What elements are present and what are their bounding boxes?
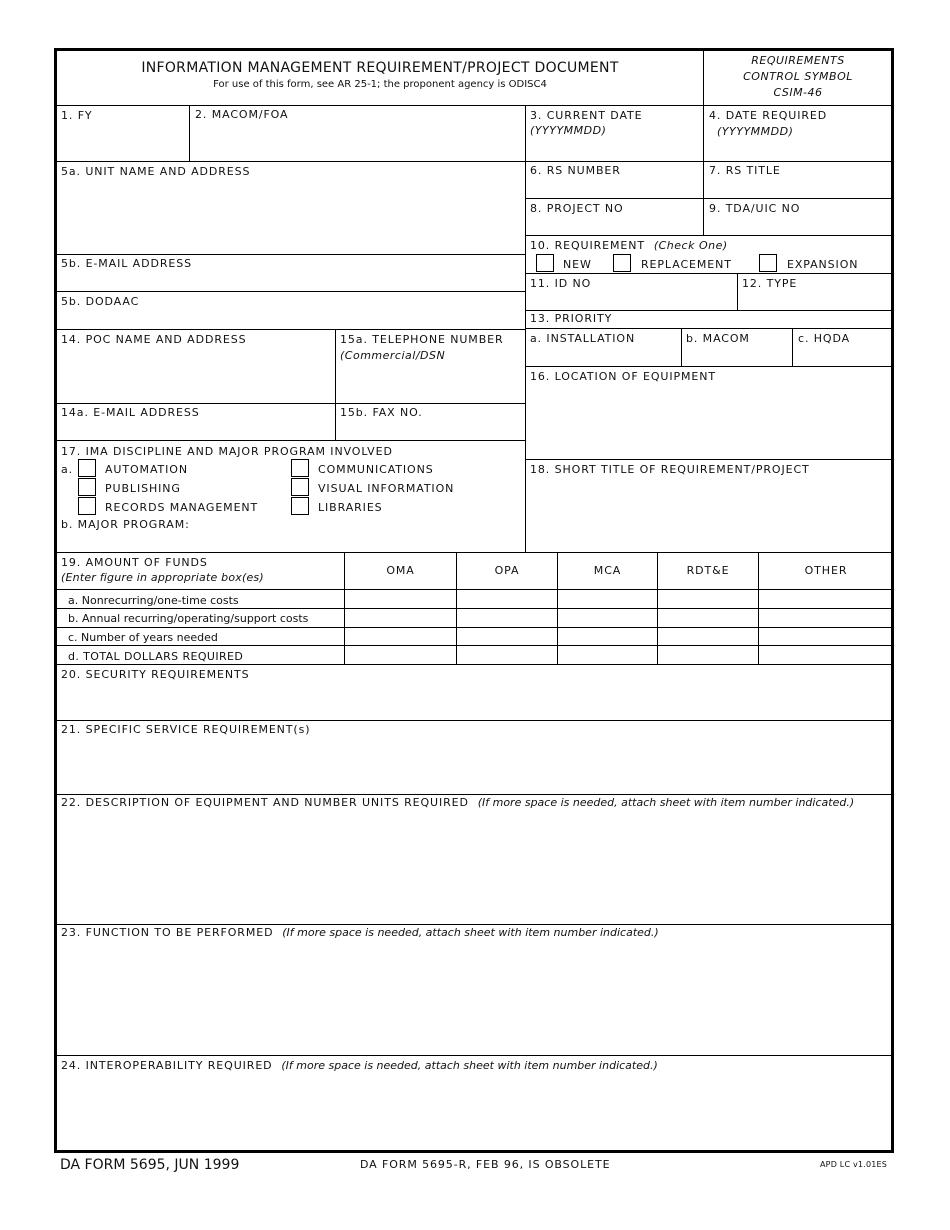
funds-hint: (Enter figure in appropriate box(es) <box>61 571 264 584</box>
label-location-of-equipment: 16. LOCATION OF EQUIPMENT <box>530 370 716 383</box>
funds-row-years: c. Number of years needed <box>68 631 218 644</box>
label-short-title: 18. SHORT TITLE OF REQUIREMENT/PROJECT <box>530 463 810 476</box>
label-visual-information: VISUAL INFORMATION <box>318 482 455 495</box>
funds-row-annual: b. Annual recurring/operating/support costs <box>68 612 309 625</box>
label-fy: 1. FY <box>61 109 93 122</box>
label-priority: 13. PRIORITY <box>530 312 613 325</box>
funds-col-other: OTHER <box>804 564 848 577</box>
funds-col-rdte: RDT&E <box>686 564 730 577</box>
label-ima-discipline: 17. IMA DISCIPLINE AND MAJOR PROGRAM INVOLVED <box>61 445 393 458</box>
label-type: 12. TYPE <box>742 277 798 290</box>
label-records-management: RECORDS MANAGEMENT <box>105 501 259 514</box>
label-description-equipment <box>61 796 854 809</box>
description-hint: (If more space is needed, attach sheet with item number indicated.) <box>477 796 855 809</box>
checkbox-new[interactable] <box>536 254 554 272</box>
requirement-label-text: 10. REQUIREMENT <box>530 239 646 252</box>
checkbox-automation[interactable] <box>78 459 96 477</box>
checkbox-publishing[interactable] <box>78 478 96 496</box>
label-new: NEW <box>563 258 592 271</box>
label-rs-number: 6. RS NUMBER <box>530 164 621 177</box>
label-amount-of-funds: 19. AMOUNT OF FUNDS <box>61 556 208 569</box>
checkbox-libraries[interactable] <box>291 497 309 515</box>
label-rs-title: 7. RS TITLE <box>709 164 781 177</box>
form-number: DA FORM 5695, JUN 1999 <box>60 1157 240 1173</box>
label-publishing: PUBLISHING <box>105 482 181 495</box>
label-tda-uic-no: 9. TDA/UIC NO <box>709 202 801 215</box>
funds-row-total: d. TOTAL DOLLARS REQUIRED <box>68 650 244 663</box>
checkbox-visual-information[interactable] <box>291 478 309 496</box>
obsolete-notice: DA FORM 5695-R, FEB 96, IS OBSOLETE <box>360 1158 611 1171</box>
label-date-required: 4. DATE REQUIRED <box>709 109 828 122</box>
label-priority-installation: a. INSTALLATION <box>530 332 636 345</box>
form-subtitle: For use of this form, see AR 25-1; the proponent agency is ODISC4 <box>213 79 547 90</box>
rcs-line3: CSIM-46 <box>773 86 823 99</box>
checkbox-replacement[interactable] <box>613 254 631 272</box>
label-libraries: LIBRARIES <box>318 501 383 514</box>
rcs-line2: CONTROL SYMBOL <box>743 70 853 83</box>
interoperability-hint: (If more space is needed, attach sheet with item number indicated.) <box>281 1059 658 1072</box>
telephone-hint: (Commercial/DSN <box>340 349 446 362</box>
label-function <box>61 926 659 939</box>
function-hint: (If more space is needed, attach sheet with item number indicated.) <box>282 926 659 939</box>
label-communications: COMMUNICATIONS <box>318 463 434 476</box>
label-project-no: 8. PROJECT NO <box>530 202 624 215</box>
label-interoperability <box>61 1059 658 1072</box>
label-automation: AUTOMATION <box>105 463 188 476</box>
funds-col-oma: OMA <box>386 564 415 577</box>
label-17a: a. <box>61 463 74 476</box>
label-specific-service: 21. SPECIFIC SERVICE REQUIREMENT(s) <box>61 723 311 736</box>
requirement-hint: (Check One) <box>653 239 728 252</box>
date-required-format: (YYYYMMDD) <box>717 125 794 138</box>
funds-col-opa: OPA <box>494 564 520 577</box>
label-id-no: 11. ID NO <box>530 277 592 290</box>
checkbox-expansion[interactable] <box>759 254 777 272</box>
label-telephone-number: 15a. TELEPHONE NUMBER <box>340 333 504 346</box>
interoperability-label-text: 24. INTEROPERABILITY REQUIRED <box>61 1059 273 1072</box>
rcs-line1: REQUIREMENTS <box>751 54 845 67</box>
label-macom-foa: 2. MACOM/FOA <box>195 108 289 121</box>
label-fax-no: 15b. FAX NO. <box>340 406 423 419</box>
form-title: INFORMATION MANAGEMENT REQUIREMENT/PROJECT DOCUMENT <box>141 60 619 76</box>
version-label: APD LC v1.01ES <box>820 1160 888 1169</box>
label-dodaac: 5b. DODAAC <box>61 295 140 308</box>
function-label-text: 23. FUNCTION TO BE PERFORMED <box>61 926 274 939</box>
label-email-address: 5b. E-MAIL ADDRESS <box>61 257 193 270</box>
current-date-format: (YYYYMMDD) <box>530 124 607 137</box>
checkbox-records-management[interactable] <box>78 497 96 515</box>
label-unit-name-address: 5a. UNIT NAME AND ADDRESS <box>61 165 251 178</box>
label-priority-macom: b. MACOM <box>686 332 750 345</box>
checkbox-communications[interactable] <box>291 459 309 477</box>
label-poc-name-address: 14. POC NAME AND ADDRESS <box>61 333 247 346</box>
label-requirement <box>530 239 728 252</box>
label-expansion: EXPANSION <box>787 258 859 271</box>
label-replacement: REPLACEMENT <box>641 258 732 271</box>
label-major-program: b. MAJOR PROGRAM: <box>61 518 190 531</box>
description-label-text: 22. DESCRIPTION OF EQUIPMENT AND NUMBER UNITS REQUIRED <box>61 796 469 809</box>
label-current-date: 3. CURRENT DATE <box>530 109 643 122</box>
funds-row-nonrecurring: a. Nonrecurring/one-time costs <box>68 594 239 607</box>
label-priority-hqda: c. HQDA <box>798 332 851 345</box>
label-poc-email: 14a. E-MAIL ADDRESS <box>61 406 200 419</box>
label-security-requirements: 20. SECURITY REQUIREMENTS <box>61 668 250 681</box>
funds-col-mca: MCA <box>593 564 622 577</box>
